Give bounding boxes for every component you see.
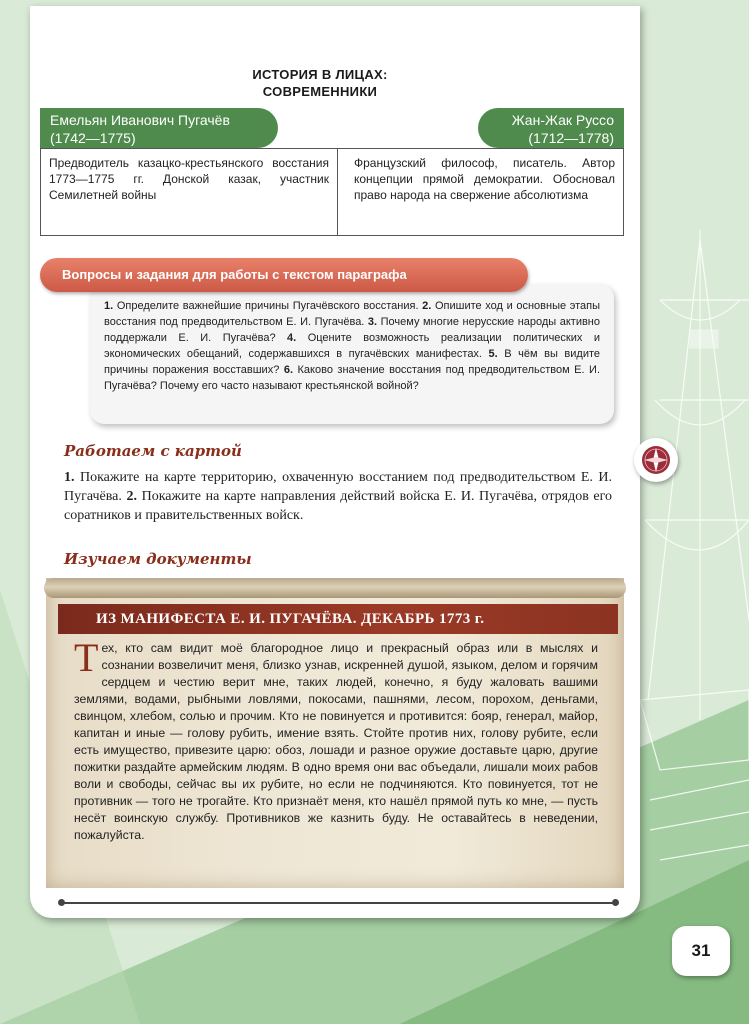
question-item: 4. Оцените возможность реализации политических и экономических обещаний, содержавшихся в пугачёвских манифестах. [104, 332, 600, 360]
page-number: 31 [672, 926, 730, 976]
section-title [190, 66, 450, 100]
question-item: 3. Почему многие нерусские народы активно поддержали Е. И. Пугачёва? [104, 316, 600, 344]
questions-box [90, 284, 614, 424]
map-work-tasks [64, 468, 612, 525]
person-header-pugachev [40, 108, 278, 148]
contemporaries-table [40, 148, 624, 236]
bottom-rule [60, 902, 616, 904]
section-title-line-2: СОВРЕМЕННИКИ [262, 84, 378, 99]
person-header-rousseau [478, 108, 624, 148]
document-text [74, 635, 598, 844]
rule-dot-right [612, 899, 619, 906]
question-item: 5. В чём вы видите причины поражения восставших? [104, 348, 600, 376]
question-item: 1. Определите важнейшие причины Пугачёвского восстания. [104, 300, 419, 312]
dropcap: Т [74, 635, 99, 680]
documents-heading: Изучаем документы [64, 550, 252, 568]
scroll-roll [44, 578, 626, 598]
person-name: Емельян Иванович Пугачёв [50, 112, 230, 128]
map-task-item: 1. Покажите на карте территорию, охваченную восстанием под предводительством Е. И. Пугачёва. [64, 470, 613, 504]
document-title: ИЗ МАНИФЕСТА Е. И. ПУГАЧЁВА. ДЕКАБРЬ 1773 г. [58, 604, 618, 634]
document-body: ех, кто сам видит моё благородное лицо и прекрасный образ или в мыслях и сознании возвеличит меня, близко узнав, искренней душой, языком, делом и горячим сердцем и честию верит мне, таких людей, конечно, я буду жаловать вашими землями, водами, рыбными ловлями, покосами, пашнями, лесом, порохом, деньгами, свинцом, хлебом, солью и прочим. Кто не повинуется и противится: бояр, генерал, майор, капитан и иные — голову рубить, имение взять. Стойте против них, голову рубите, если есть имущество, привезите царю: обоз, лошади и разное оружие доставьте царю, другие пожитки раздайте армейским людям. В одно время они вас объедали, лишали моих рабов воли и свободы, сейчас вы их рубите, но если не подчиняются. Кто повинуется, тот не противник — того не трогайте. Кто признаёт меня, кто нашёл прямой путь ко мне, — пусть несёт воинскую службу. Противников же казнить буду. Не оставайтесь в неведении, пожалуйста. [74, 641, 598, 842]
questions-banner: Вопросы и задания для работы с текстом параграфа [40, 258, 528, 292]
person-description-rousseau: Французский философ, писатель. Автор концепции прямой демократии. Обосновал право народа на свержение абсолютизма [354, 156, 615, 202]
compass-icon [634, 438, 678, 482]
person-years: (1742—1775) [50, 130, 136, 146]
map-work-heading: Работаем с картой [64, 442, 242, 460]
person-years: (1712—1778) [528, 130, 614, 146]
map-task-item: 2. Покажите на карте направления действий войска Е. И. Пугачёва, отрядов его соратников и правительственных войск. [64, 489, 613, 523]
question-item: 2. Опишите ход и основные этапы восстания под предводительством Е. И. Пугачёва. [104, 300, 600, 328]
section-title-line-1: ИСТОРИЯ В ЛИЦАХ: [252, 67, 388, 82]
person-description-pugachev: Предводитель казацко-крестьянского восстания 1773—1775 гг. Донской казак, участник Семилетней войны [41, 149, 338, 235]
question-item: 6. Каково значение восстания под предводительством Е. И. Пугачёва? Почему его часто называют крестьянской войной? [104, 364, 600, 392]
person-name: Жан-Жак Руссо [511, 112, 614, 128]
